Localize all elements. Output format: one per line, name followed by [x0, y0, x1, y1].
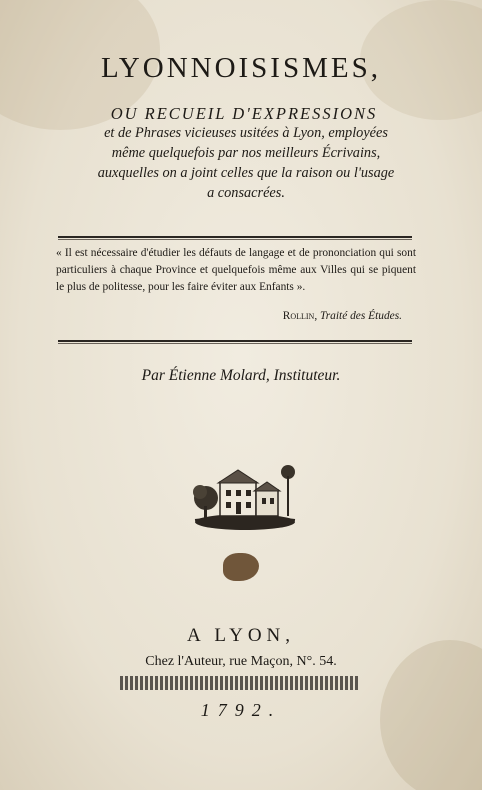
publisher-address: Chez l'Auteur, rue Maçon, N°. 54.	[145, 654, 337, 669]
publication-city: A LYON,	[186, 625, 296, 646]
publication-year: 1792.	[200, 700, 282, 720]
ornamental-rule	[120, 676, 360, 690]
epigraph-source	[56, 310, 402, 322]
book-title: LYONNOISISMES,	[101, 52, 381, 84]
book-subtitle: OU RECUEIL D'EXPRESSIONS	[110, 104, 378, 123]
house-vignette-illustration	[190, 458, 300, 536]
epigraph-quote: « Il est nécessaire d'étudier les défauts de langage et de prononciation qui sont particuliers à chaque Province et quelquefois même aux Villes qui se piquent le plus de politesse, pour les faire éviter aux Enfants ».	[56, 247, 416, 293]
top-rule	[58, 236, 412, 240]
epigraph-source-work: Traité des Études.	[320, 310, 402, 322]
description-line: a consacrées.	[207, 185, 285, 201]
description	[56, 125, 436, 203]
description-line: auxquelles on a joint celles que la raison ou l'usage	[97, 165, 395, 181]
description-line: même quelquefois par nos meilleurs Écrivains,	[111, 145, 381, 161]
ink-blot	[223, 553, 259, 581]
description-line: et de Phrases vicieuses usitées à Lyon, employées	[104, 125, 388, 141]
epigraph-source-name: Rollin,	[282, 310, 318, 322]
author-line: Par Étienne Molard, Instituteur.	[141, 367, 341, 384]
bottom-rule	[58, 340, 412, 344]
